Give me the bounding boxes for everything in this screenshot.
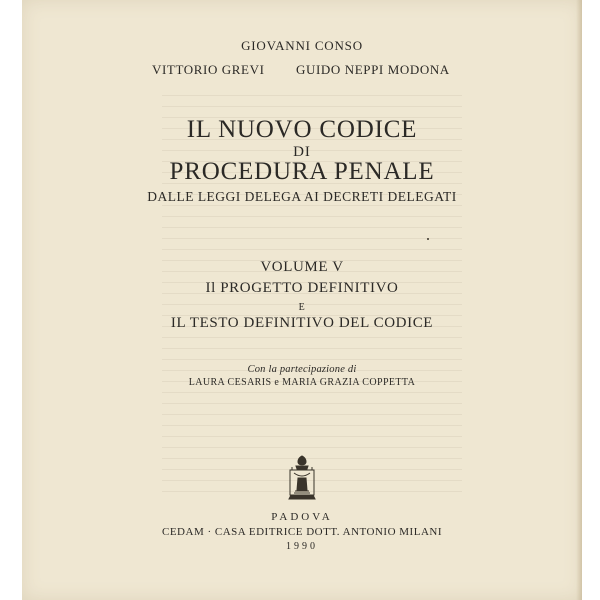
publisher-emblem-icon (285, 454, 319, 502)
volume-part-1: Il PROGETTO DEFINITIVO (205, 280, 399, 296)
imprint-publisher: CEDAM · CASA EDITRICE DOTT. ANTONIO MILANI (162, 526, 442, 538)
collaboration-intro: Con la partecipazione di (247, 364, 357, 375)
imprint-city: PADOVA (271, 511, 333, 523)
book-subtitle: DALLE LEGGI DELEGA AI DECRETI DELEGATI (147, 189, 457, 204)
author-vittorio-grevi: VITTORIO GREVI (152, 62, 265, 77)
book-title-connector: DI (293, 144, 311, 160)
book-title-line-2: PROCEDURA PENALE (169, 158, 435, 185)
ink-speck (427, 238, 429, 240)
author-guido-neppi-modona: GUIDO NEPPI MODONA (296, 62, 450, 77)
volume-label: VOLUME V (260, 259, 344, 275)
book-title-line-1: IL NUOVO CODICE (186, 116, 418, 143)
collaboration-names: LAURA CESARIS e MARIA GRAZIA COPPETTA (188, 377, 416, 388)
volume-part-2: IL TESTO DEFINITIVO DEL CODICE (170, 315, 434, 331)
author-giovanni-conso: GIOVANNI CONSO (241, 38, 363, 53)
page-edge-shadow (576, 0, 582, 600)
authors-row (22, 62, 582, 82)
imprint-year: 1990 (286, 541, 318, 552)
volume-connector: E (298, 302, 306, 313)
title-page-leaf (22, 0, 582, 600)
